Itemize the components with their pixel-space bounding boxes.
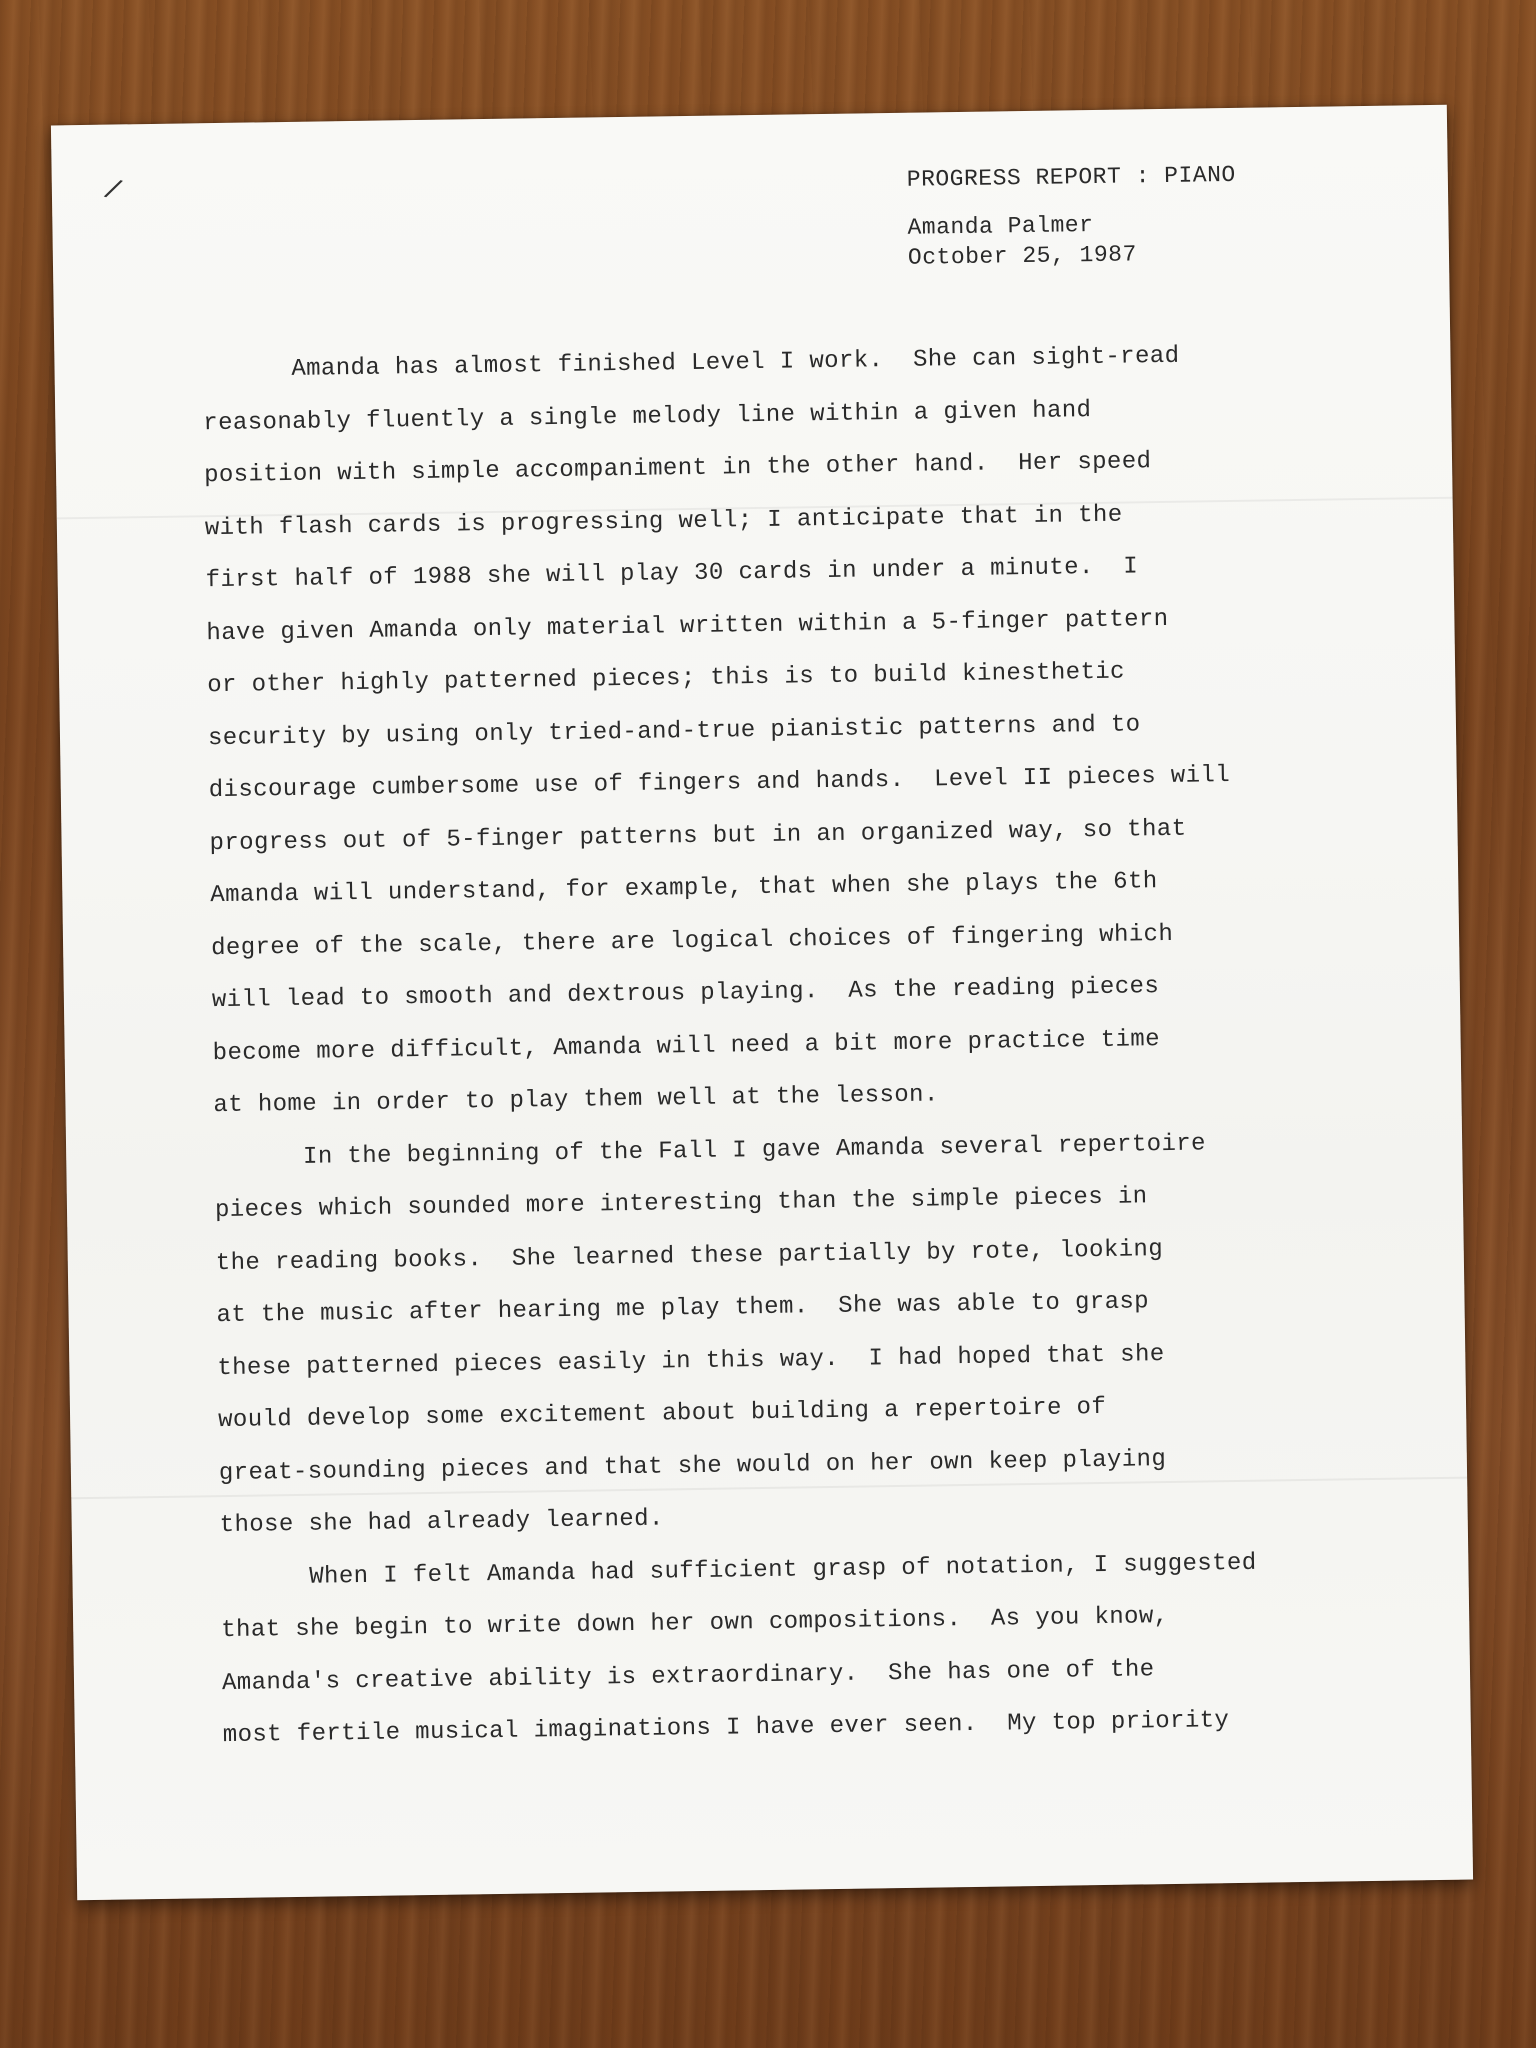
text-line: have given Amanda only material written within a 5-finger pattern bbox=[206, 605, 1169, 647]
text-line: great-sounding pieces and that she would on her own keep playing bbox=[218, 1445, 1167, 1487]
text-line: pieces which sounded more interesting than the simple pieces in bbox=[214, 1183, 1148, 1225]
page-mark: / bbox=[99, 174, 125, 210]
text-line: position with simple accompaniment in the other hand. Her speed bbox=[203, 448, 1152, 490]
paragraph bbox=[220, 1536, 1353, 1763]
text-line: security by using only tried-and-true pianistic patterns and to bbox=[207, 710, 1141, 752]
text-line: with flash cards is progressing well; I anticipate that in the bbox=[204, 501, 1123, 542]
report-title: PROGRESS REPORT : PIANO bbox=[906, 161, 1236, 193]
text-line: When I felt Amanda had sufficient grasp of notation, I suggested bbox=[220, 1549, 1257, 1592]
text-line: reasonably fluently a single melody line within a given hand bbox=[203, 396, 1092, 437]
text-line: Amanda has almost finished Level I work. She can sight-read bbox=[202, 342, 1180, 385]
text-line: at the music after hearing me play them. She was able to grasp bbox=[216, 1288, 1150, 1330]
document-page bbox=[51, 105, 1473, 1901]
report-body bbox=[202, 328, 1353, 1762]
paragraph bbox=[214, 1116, 1350, 1553]
text-line: become more difficult, Amanda will need a bit more practice time bbox=[212, 1025, 1161, 1067]
text-line: first half of 1988 she will play 30 cards in under a minute. I bbox=[205, 553, 1139, 595]
text-line: In the beginning of the Fall I gave Amanda several repertoire bbox=[214, 1129, 1207, 1172]
report-date: October 25, 1987 bbox=[907, 241, 1137, 271]
report-header bbox=[907, 160, 1238, 273]
paragraph bbox=[202, 328, 1344, 1132]
text-line: at home in order to play them well at the lesson. bbox=[213, 1081, 939, 1120]
student-name: Amanda Palmer bbox=[907, 211, 1094, 241]
text-line: discourage cumbersome use of fingers and hands. Level II pieces will bbox=[208, 762, 1231, 805]
text-line: these patterned pieces easily in this way. I had hoped that she bbox=[217, 1340, 1165, 1382]
text-line: or other highly patterned pieces; this is to build kinesthetic bbox=[207, 658, 1126, 700]
text-line: that she begin to write down her own compositions. As you know, bbox=[221, 1603, 1169, 1645]
text-line: the reading books. She learned these partially by rote, looking bbox=[215, 1235, 1164, 1277]
text-line: would develop some excitement about building a repertoire of bbox=[217, 1393, 1107, 1435]
text-line: will lead to smooth and dextrous playing. As the reading pieces bbox=[211, 973, 1160, 1015]
text-line: progress out of 5-finger patterns but in an organized way, so that bbox=[209, 815, 1187, 857]
text-line: Amanda will understand, for example, that when she plays the 6th bbox=[210, 868, 1158, 910]
text-line: Amanda's creative ability is extraordinary. She has one of the bbox=[221, 1655, 1155, 1697]
text-line: those she had already learned. bbox=[219, 1505, 664, 1540]
text-line: most fertile musical imaginations I have ever seen. My top priority bbox=[222, 1707, 1230, 1750]
text-line: degree of the scale, there are logical choices of fingering which bbox=[210, 920, 1174, 962]
